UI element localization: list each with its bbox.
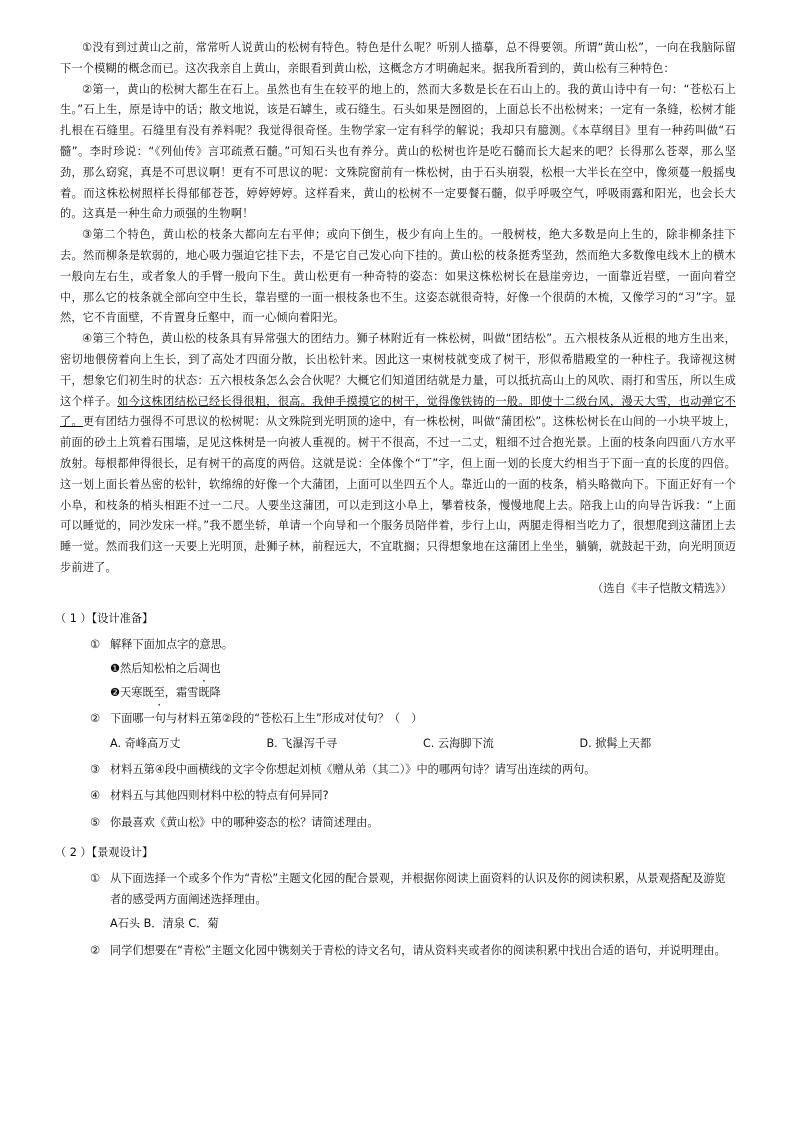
- question-text: 同学们想要在“青松”主题文化园中镌刻关于青松的诗文名句，请从资料夹或者你的阅读积累中找出合适的语句，并说明理由。: [110, 943, 726, 957]
- question-1-5: [90, 813, 736, 834]
- part1-heading: （ 1 ）【设计准备】: [55, 611, 154, 625]
- document-page: [55, 38, 736, 961]
- underlined-sentence: 如今这株团结松已经长得很粗，很高。我伸手摸摸它的树干，觉得像铁铸的一般。即使十二级台风，漫天大雪，也动弹它不了。: [60, 394, 736, 429]
- question-number: ③: [90, 762, 101, 776]
- question-number: ⑤: [90, 815, 101, 829]
- question-number: ④: [90, 789, 101, 803]
- article-paragraph-1: ①没有到过黄山之前，常常听人说黄山的松树有特色。特色是什么呢？听别人描摹，总不得要领。所谓“黄山松”，一向在我脑际留下一个模糊的概念而已。这次我亲自上黄山，亲眼看到黄山松，这概念方才明确起来。据我所看到的，黄山松有三种特色：: [60, 41, 736, 75]
- question-2-2: [90, 941, 736, 962]
- dotted-character: 至: [153, 686, 165, 700]
- question-text: 解释下面加点字的意思。: [110, 637, 234, 651]
- question-1-2: [90, 709, 736, 730]
- item-text: ❶然后知松柏之后: [110, 662, 199, 676]
- paragraph-4-part-b: 更有团结力强得不可思议的松树呢：从文殊院到光明顶的途中，有一株松树，叫做“蒲团松”。这株松树长在山间的一小块平坡上，前面的砂土上筑着石围墙，足见这株树是一向被人重视的。树干不很高，不过一二丈，粗细不过合抱光景。上面的枝条向四面八方水平放射。每根都伸得很长，足有树干的高度的两倍。这就是说：全体像个“丁”字，但上面一划的长度大约相当于下面一直的长度的四倍。这一划上面长着丛密的松针，软绵绵的好像一个大蒲团，上面可以坐四五个人。靠近山的一面的枝条，梢头略微向下。下面正好有一个小阜，和枝条的梢头相距不过一二尺。人要坐这蒲团，可以走到这小阜上，攀着枝条，慢慢地爬上去。陪我上山的向导告诉我：“上面可以睡觉的，同沙发床一样。”我不愿坐轿，单请一个向导和一个服务员陪伴着，步行上山，两腿走得相当吃力了，很想爬到这蒲团上去睡一觉。然而我们这一天要上光明顶，赴狮子林，前程远大，不宜耽搁；只得想象地在这蒲团上坐坐，躺躺，就鼓起干劲，向光明顶迈步前进了。: [60, 415, 736, 574]
- dotted-character: 凋: [198, 662, 210, 676]
- question-number: ②: [90, 712, 101, 726]
- question-1-1: [90, 635, 736, 656]
- question-number: ②: [90, 943, 101, 957]
- option-d: D. 掀髯上天都: [579, 736, 652, 750]
- article-paragraph-4: [60, 329, 736, 579]
- article-paragraph-3: ③第二个特色，黄山松的枝条大都向左右平伸；或向下倒生，极少有向上生的。一般树枝，绝大多数是向上生的，除非柳条挂下去。然而柳条是软弱的，地心吸力强迫它挂下去，不是它自己发心向下挂的。黄山松的枝条挺秀坚劲，然而绝大多数像电线木上的横木一般向左右生，或者象人的手臂一般向下生。黄山松更有一种奇特的姿态：如果这株松树长在悬崖旁边，一面靠近岩壁，一面向着空中，那么它的枝条就全部向空中生长，靠岩壁的一面一根枝条也不生。这姿态就很奇特，好像一个很荫的木梳，又像学习的“习”字。显然，它不肯面壁，不肯置身丘壑中，而一心倾向着阳光。: [60, 228, 736, 325]
- question-1-1-item-a: [110, 659, 736, 679]
- question-number: ①: [90, 872, 101, 886]
- option-c: C. 云海脚下流: [423, 736, 494, 750]
- item-text-end: 也: [209, 662, 221, 676]
- item-text: ❷天寒既: [110, 686, 154, 700]
- question-text: 下面哪一句与材料五第②段的“苍松石上生”形成对仗句？（ ）: [110, 712, 423, 726]
- question-text: 你最喜欢《黄山松》中的哪种姿态的松？请简述理由。: [110, 815, 379, 829]
- paragraph-4-part-a: ④第三个特色，黄山松的枝条具有异常强大的团结力。狮子林附近有一株松树，叫做“团结松”。五六根枝条从近根的地方生出来，密切地偎傍着向上生长，到了高处才四面分散，长出松针来。因此这一束树枝就变成了树干，形似希腊殿堂的一种柱子。我谛视这树干，想象它们初生时的状态：五六根枝条怎么会合伙呢？大概它们知道团结就是力量，可以抵抗高山上的风吹、雨打和雪压，所以生成这个样子。: [60, 332, 736, 408]
- source-citation: （选自《丰子恺散文精选》）: [592, 581, 732, 595]
- question-1-4: [90, 786, 736, 807]
- option-b: B. 飞瀑泻千寻: [266, 736, 338, 750]
- question-text: 材料五与其他四则材料中松的特点有何异同?: [110, 789, 329, 803]
- item-text-end: ，霜雪既降: [164, 686, 221, 700]
- part2-heading: （ 2 ）【景观设计】: [55, 846, 154, 860]
- question-text: 从下面选择一个或多个作为“青松”主题文化园的配合景观，并根据你阅读上面资料的认识及你的阅读积累，从景观搭配及游览者的感受两方面阐述选择理由。: [110, 872, 726, 906]
- article-paragraph-2: ②第一，黄山的松树大都生在石上。虽然也有生在较平的地上的，然而大多数是长在石山上的。我的黄山诗中有一句：“苍松石上生。”石上生，原是诗中的话；散文地说，该是石罅生，或石缝生。石头如果是囫囵的，上面总长不出松树来；一定有一条缝，松树才能扎根在石缝里。石缝里有没有养料呢？我觉得很奇怪。生物学家一定有科学的解说；我却只有臆测。《本草纲目》里有一种药叫做“石髓”。李时珍说：“《列仙传》言邛疏煮石髓。”可知石头也有养分。黄山的松树也许是吃石髓而长大起来的吧？长得那么苍翠，那么坚劲，那么窈窕，真是不可思议啊！更有不可思议的呢：文殊院窗前有一株松树，由于石头崩裂，松根一大半长在空中，像须蔓一般摇曳着。而这株松树照样长得郁郁苍苍，婷婷婷婷。这样看来，黄山的松树不一定要餐石髓，似乎呼吸空气，呼吸雨露和阳光，也会长大的。这真是一种生命力顽强的生物啊！: [60, 82, 736, 221]
- question-2-1: [90, 869, 736, 910]
- option-a: A. 奇峰高万丈: [110, 736, 181, 750]
- question-number: ①: [90, 637, 101, 651]
- choice-options: [110, 734, 736, 754]
- question-2-1-options: A石头 B．清泉 C．菊: [110, 917, 219, 931]
- question-1-3: [90, 760, 736, 781]
- question-text: 材料五第④段中画横线的文字令你想起刘桢《赠从弟（其二）》中的哪两句诗？请写出连续的两句。: [110, 762, 596, 776]
